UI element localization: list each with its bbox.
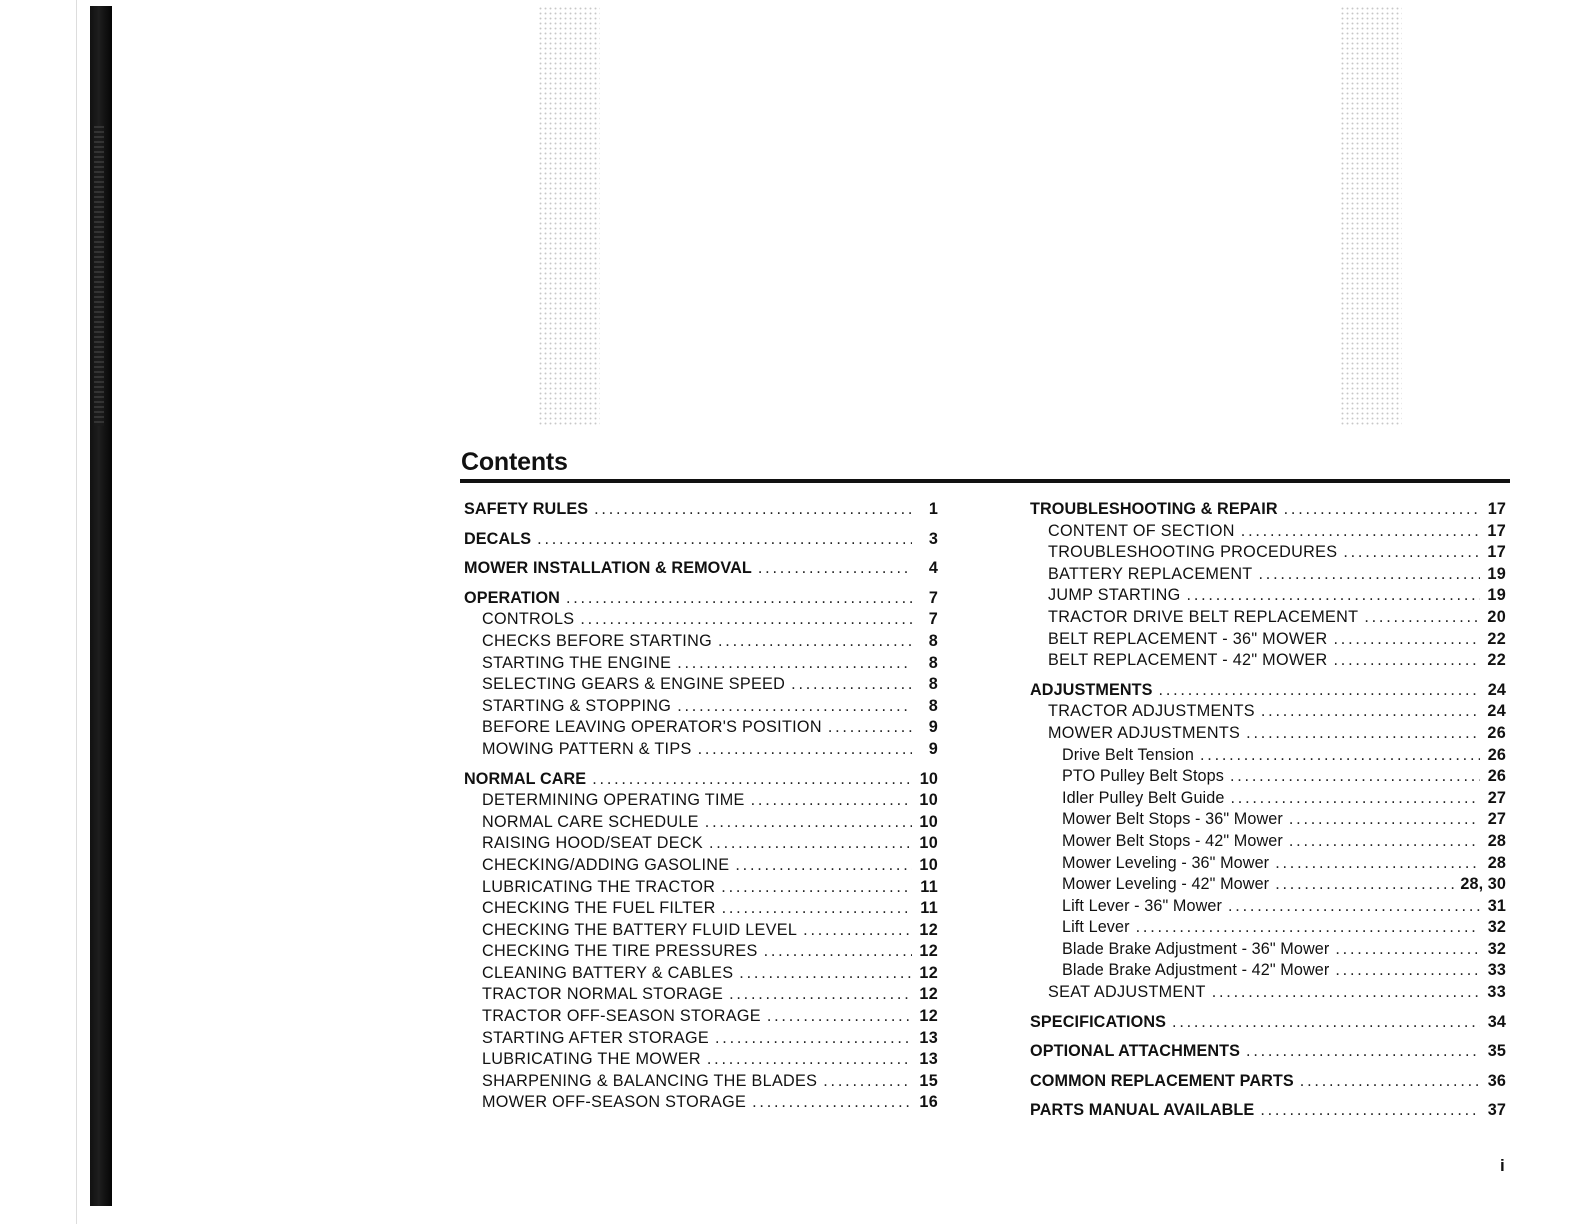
toc-entry-label: MOWER ADJUSTMENTS (1048, 723, 1241, 742)
dot-leader (1172, 1013, 1480, 1032)
toc-entry-page: 26 (1487, 723, 1506, 742)
toc-entry-label: DETERMINING OPERATING TIME (482, 791, 745, 810)
toc-entry-label: DECALS (464, 529, 532, 548)
toc-entry[interactable] (464, 1050, 938, 1072)
dot-leader (1334, 630, 1481, 649)
toc-entry[interactable] (464, 770, 938, 792)
dot-leader (1343, 543, 1480, 562)
toc-entry-label: PARTS MANUAL AVAILABLE (1030, 1101, 1255, 1120)
toc-entry-page: 33 (1487, 983, 1506, 1002)
toc-entry[interactable] (464, 589, 938, 611)
toc-entry-page: 28 (1487, 831, 1506, 850)
toc-entry[interactable] (464, 1093, 938, 1115)
toc-entry[interactable] (464, 610, 938, 632)
toc-entry-page: 10 (919, 812, 938, 831)
toc-entry[interactable] (464, 921, 938, 943)
dot-leader (1212, 983, 1480, 1002)
toc-entry[interactable] (464, 675, 938, 697)
toc-entry[interactable] (464, 878, 938, 900)
toc-entry-page: 27 (1487, 788, 1506, 807)
dot-leader (594, 500, 912, 519)
toc-entry-page: 31 (1487, 896, 1506, 915)
toc-entry-page: 7 (928, 610, 938, 629)
toc-entry-label: PTO Pulley Belt Stops (1062, 767, 1224, 786)
toc-entry-label: TRACTOR OFF-SEASON STORAGE (482, 1007, 761, 1026)
toc-entry-label: CHECKING THE TIRE PRESSURES (482, 942, 758, 961)
dot-leader (735, 856, 912, 875)
toc-entry-label: Lift Lever - 36" Mower (1062, 896, 1222, 915)
toc-entry[interactable] (1030, 832, 1506, 854)
toc-entry-label: BATTERY REPLACEMENT (1048, 564, 1253, 583)
dot-leader (592, 770, 912, 789)
toc-entry[interactable] (464, 559, 938, 581)
toc-entry[interactable] (464, 856, 938, 878)
dot-leader (1334, 651, 1481, 670)
toc-entry-label: SELECTING GEARS & ENGINE SPEED (482, 675, 786, 694)
dot-leader (537, 530, 912, 549)
toc-entry-page: 12 (919, 942, 938, 961)
toc-entry-page: 32 (1487, 939, 1506, 958)
dot-leader (1335, 961, 1480, 980)
toc-entry-page: 19 (1487, 564, 1506, 583)
dot-leader (1335, 940, 1480, 959)
toc-entry-page: 10 (919, 791, 938, 810)
toc-entry-page: 24 (1487, 680, 1506, 699)
toc-entry[interactable] (1030, 789, 1506, 811)
dot-leader (803, 921, 912, 940)
toc-left-column (464, 500, 938, 1115)
dot-leader (1200, 746, 1480, 765)
page-title: Contents (461, 448, 568, 476)
toc-entry-page: 20 (1487, 607, 1506, 626)
toc-entry-page: 12 (919, 1007, 938, 1026)
toc-entry-label: RAISING HOOD/SEAT DECK (482, 834, 703, 853)
toc-entry-label: NORMAL CARE SCHEDULE (482, 812, 699, 831)
toc-entry-page: 8 (928, 631, 938, 650)
toc-entry-page: 22 (1487, 629, 1506, 648)
dot-leader (1260, 1101, 1480, 1120)
toc-entry-page: 37 (1487, 1101, 1506, 1120)
toc-entry[interactable] (464, 718, 938, 740)
toc-entry-page: 10 (919, 834, 938, 853)
scan-speckle-right (1340, 6, 1402, 426)
toc-entry-label: Mower Leveling - 36" Mower (1062, 853, 1270, 872)
toc-entry-label: CHECKS BEFORE STARTING (482, 631, 712, 650)
toc-entry[interactable] (1030, 810, 1506, 832)
toc-entry[interactable] (464, 654, 938, 676)
dot-leader (1289, 810, 1480, 829)
dot-leader (1230, 767, 1480, 786)
dot-leader (1136, 918, 1480, 937)
toc-entry[interactable] (464, 632, 938, 654)
toc-entry[interactable] (1030, 961, 1506, 983)
dot-leader (751, 791, 912, 810)
dot-leader (1246, 724, 1480, 743)
dot-leader (1259, 565, 1481, 584)
toc-entry[interactable] (464, 740, 938, 762)
dot-leader (1246, 1042, 1480, 1061)
toc-entry-label: OPERATION (464, 588, 560, 607)
toc-entry-page: 24 (1487, 702, 1506, 721)
toc-entry-page: 15 (919, 1071, 938, 1090)
dot-leader (718, 632, 912, 651)
dot-leader (791, 675, 912, 694)
toc-entry[interactable] (464, 964, 938, 986)
dot-leader (1261, 702, 1480, 721)
toc-entry[interactable] (1030, 854, 1506, 876)
dot-leader (722, 899, 912, 918)
toc-entry-page: 26 (1487, 745, 1506, 764)
toc-entry[interactable] (1030, 940, 1506, 962)
toc-entry-page: 4 (928, 559, 938, 578)
toc-entry-label: TRACTOR NORMAL STORAGE (482, 985, 724, 1004)
toc-entry-page: 3 (928, 529, 938, 548)
toc-entry-label: Idler Pulley Belt Guide (1062, 788, 1225, 807)
toc-entry[interactable] (464, 834, 938, 856)
toc-entry[interactable] (1030, 651, 1506, 673)
dot-leader (729, 985, 912, 1004)
toc-entry-page: 17 (1487, 521, 1506, 540)
toc-entry-page: 35 (1487, 1042, 1506, 1061)
toc-entry-label: TROUBLESHOOTING PROCEDURES (1048, 543, 1338, 562)
toc-entry-label: CHECKING THE BATTERY FLUID LEVEL (482, 920, 798, 939)
toc-entry-label: CLEANING BATTERY & CABLES (482, 963, 734, 982)
toc-entry-page: 19 (1487, 586, 1506, 605)
toc-entry[interactable] (1030, 983, 1506, 1005)
toc-entry-page: 8 (928, 675, 938, 694)
toc-entry-page: 33 (1487, 961, 1506, 980)
toc-entry-label: CONTENT OF SECTION (1048, 521, 1235, 540)
toc-entry-label: NORMAL CARE (464, 769, 587, 788)
toc-entry-page: 17 (1487, 543, 1506, 562)
toc-entry-label: CHECKING THE FUEL FILTER (482, 899, 716, 918)
toc-entry-page: 16 (919, 1093, 938, 1112)
dot-leader (1289, 832, 1480, 851)
toc-entry[interactable] (1030, 1013, 1506, 1035)
toc-entry-page: 12 (919, 963, 938, 982)
toc-entry-page: 12 (919, 920, 938, 939)
toc-entry-label: Blade Brake Adjustment - 36" Mower (1062, 939, 1330, 958)
toc-entry-page: 1 (928, 500, 938, 518)
toc-entry[interactable] (1030, 875, 1506, 897)
toc-entry-page: 10 (919, 855, 938, 874)
toc-entry-page: 7 (928, 588, 938, 607)
title-rule (460, 479, 1510, 483)
toc-entry-page: 36 (1487, 1071, 1506, 1090)
scan-speckle-left (538, 6, 600, 426)
toc-entry-page: 13 (919, 1050, 938, 1069)
toc-entry-label: MOWER OFF-SEASON STORAGE (482, 1093, 747, 1112)
toc-entry[interactable] (1030, 1101, 1506, 1123)
toc-entry[interactable] (1030, 724, 1506, 746)
toc-entry-label: SHARPENING & BALANCING THE BLADES (482, 1071, 818, 1090)
toc-entry-label: Drive Belt Tension (1062, 745, 1194, 764)
toc-entry[interactable] (464, 985, 938, 1007)
toc-entry[interactable] (1030, 681, 1506, 703)
toc-entry-page: 34 (1487, 1012, 1506, 1031)
toc-entry-label: CONTROLS (482, 610, 575, 629)
dot-leader (1241, 522, 1480, 541)
dot-leader (715, 1029, 912, 1048)
dot-leader (580, 610, 912, 629)
dot-leader (677, 697, 912, 716)
toc-entry-label: SPECIFICATIONS (1030, 1012, 1167, 1031)
toc-entry-label: TRACTOR ADJUSTMENTS (1048, 702, 1255, 721)
toc-entry-label: BELT REPLACEMENT - 42" MOWER (1048, 651, 1328, 670)
dot-leader (1275, 854, 1480, 873)
toc-entry-label: STARTING AFTER STORAGE (482, 1028, 709, 1047)
toc-entry-label: OPTIONAL ATTACHMENTS (1030, 1042, 1241, 1061)
toc-entry[interactable] (1030, 630, 1506, 652)
dot-leader (823, 1072, 912, 1091)
toc-entry-label: JUMP STARTING (1048, 586, 1181, 605)
toc-entry[interactable] (1030, 702, 1506, 724)
toc-entry[interactable] (464, 899, 938, 921)
toc-entry[interactable] (1030, 897, 1506, 919)
toc-entry-label: Mower Leveling - 42" Mower (1062, 875, 1270, 894)
toc-entry-page: 11 (920, 877, 938, 896)
dot-leader (1275, 875, 1454, 894)
toc-entry[interactable] (1030, 500, 1506, 522)
toc-entry-label: SEAT ADJUSTMENT (1048, 983, 1206, 1002)
toc-entry-label: STARTING THE ENGINE (482, 653, 672, 672)
toc-entry[interactable] (1030, 543, 1506, 565)
dot-leader (721, 878, 912, 897)
page-number: i (1500, 1156, 1505, 1175)
toc-entry-label: TRACTOR DRIVE BELT REPLACEMENT (1048, 607, 1359, 626)
dot-leader (677, 654, 912, 673)
dot-leader (698, 740, 912, 759)
dot-leader (1364, 608, 1480, 627)
dot-leader (752, 1093, 912, 1112)
toc-entry[interactable] (464, 1007, 938, 1029)
toc-entry[interactable] (1030, 1042, 1506, 1064)
toc-entry-page: 10 (919, 769, 938, 788)
toc-entry-label: SAFETY RULES (464, 500, 589, 518)
toc-entry-page: 26 (1487, 767, 1506, 786)
toc-entry-page: 28, 30 (1460, 875, 1506, 894)
toc-entry-label: COMMON REPLACEMENT PARTS (1030, 1071, 1294, 1090)
toc-entry[interactable] (1030, 522, 1506, 544)
toc-entry[interactable] (464, 813, 938, 835)
toc-entry[interactable] (1030, 746, 1506, 768)
dot-leader (1159, 681, 1480, 700)
toc-entry-page: 27 (1487, 810, 1506, 829)
toc-entry[interactable] (1030, 1072, 1506, 1094)
toc-entry-label: Mower Belt Stops - 42" Mower (1062, 831, 1283, 850)
toc-entry[interactable] (464, 1072, 938, 1094)
dot-leader (1300, 1072, 1480, 1091)
toc-entry-label: BELT REPLACEMENT - 36" MOWER (1048, 629, 1328, 648)
page-edge (76, 0, 77, 1224)
toc-entry-page: 13 (919, 1028, 938, 1047)
toc-right-column (1030, 500, 1506, 1123)
toc-entry[interactable] (464, 500, 938, 522)
toc-entry[interactable] (1030, 767, 1506, 789)
dot-leader (705, 813, 912, 832)
toc-entry-page: 8 (928, 653, 938, 672)
toc-entry-page: 9 (928, 718, 938, 737)
dot-leader (709, 834, 912, 853)
toc-entry-label: Mower Belt Stops - 36" Mower (1062, 810, 1283, 829)
toc-entry[interactable] (1030, 565, 1506, 587)
toc-entry-page: 12 (919, 985, 938, 1004)
toc-entry-page: 22 (1487, 651, 1506, 670)
dot-leader (1284, 500, 1480, 519)
toc-entry-page: 11 (920, 899, 938, 918)
toc-entry-label: LUBRICATING THE MOWER (482, 1050, 701, 1069)
toc-entry[interactable] (1030, 586, 1506, 608)
toc-entry[interactable] (464, 530, 938, 552)
dot-leader (739, 964, 912, 983)
toc-entry-label: STARTING & STOPPING (482, 696, 672, 715)
toc-entry[interactable] (464, 942, 938, 964)
toc-entry-label: MOWER INSTALLATION & REMOVAL (464, 559, 752, 578)
dot-leader (828, 718, 912, 737)
toc-entry[interactable] (464, 1029, 938, 1051)
toc-entry[interactable] (464, 791, 938, 813)
toc-entry-label: Blade Brake Adjustment - 42" Mower (1062, 961, 1330, 980)
toc-entry-page: 8 (928, 696, 938, 715)
toc-entry-page: 32 (1487, 918, 1506, 937)
toc-entry[interactable] (1030, 608, 1506, 630)
toc-entry-page: 17 (1487, 500, 1506, 518)
binding-edge (90, 6, 112, 1206)
toc-entry[interactable] (464, 697, 938, 719)
toc-entry-page: 9 (928, 739, 938, 758)
toc-entry-label: LUBRICATING THE TRACTOR (482, 877, 716, 896)
toc-entry-label: BEFORE LEAVING OPERATOR'S POSITION (482, 718, 822, 737)
dot-leader (758, 559, 912, 578)
toc-entry-label: MOWING PATTERN & TIPS (482, 739, 692, 758)
toc-entry-label: Lift Lever (1062, 918, 1130, 937)
dot-leader (1228, 897, 1480, 916)
toc-entry[interactable] (1030, 918, 1506, 940)
toc-entry-label: TROUBLESHOOTING & REPAIR (1030, 500, 1278, 518)
toc-entry-label: CHECKING/ADDING GASOLINE (482, 855, 730, 874)
dot-leader (566, 589, 912, 608)
dot-leader (764, 942, 912, 961)
dot-leader (767, 1007, 912, 1026)
dot-leader (1230, 789, 1480, 808)
dot-leader (1187, 586, 1480, 605)
dot-leader (707, 1050, 912, 1069)
toc-entry-label: ADJUSTMENTS (1030, 680, 1153, 699)
toc-entry-page: 28 (1487, 853, 1506, 872)
